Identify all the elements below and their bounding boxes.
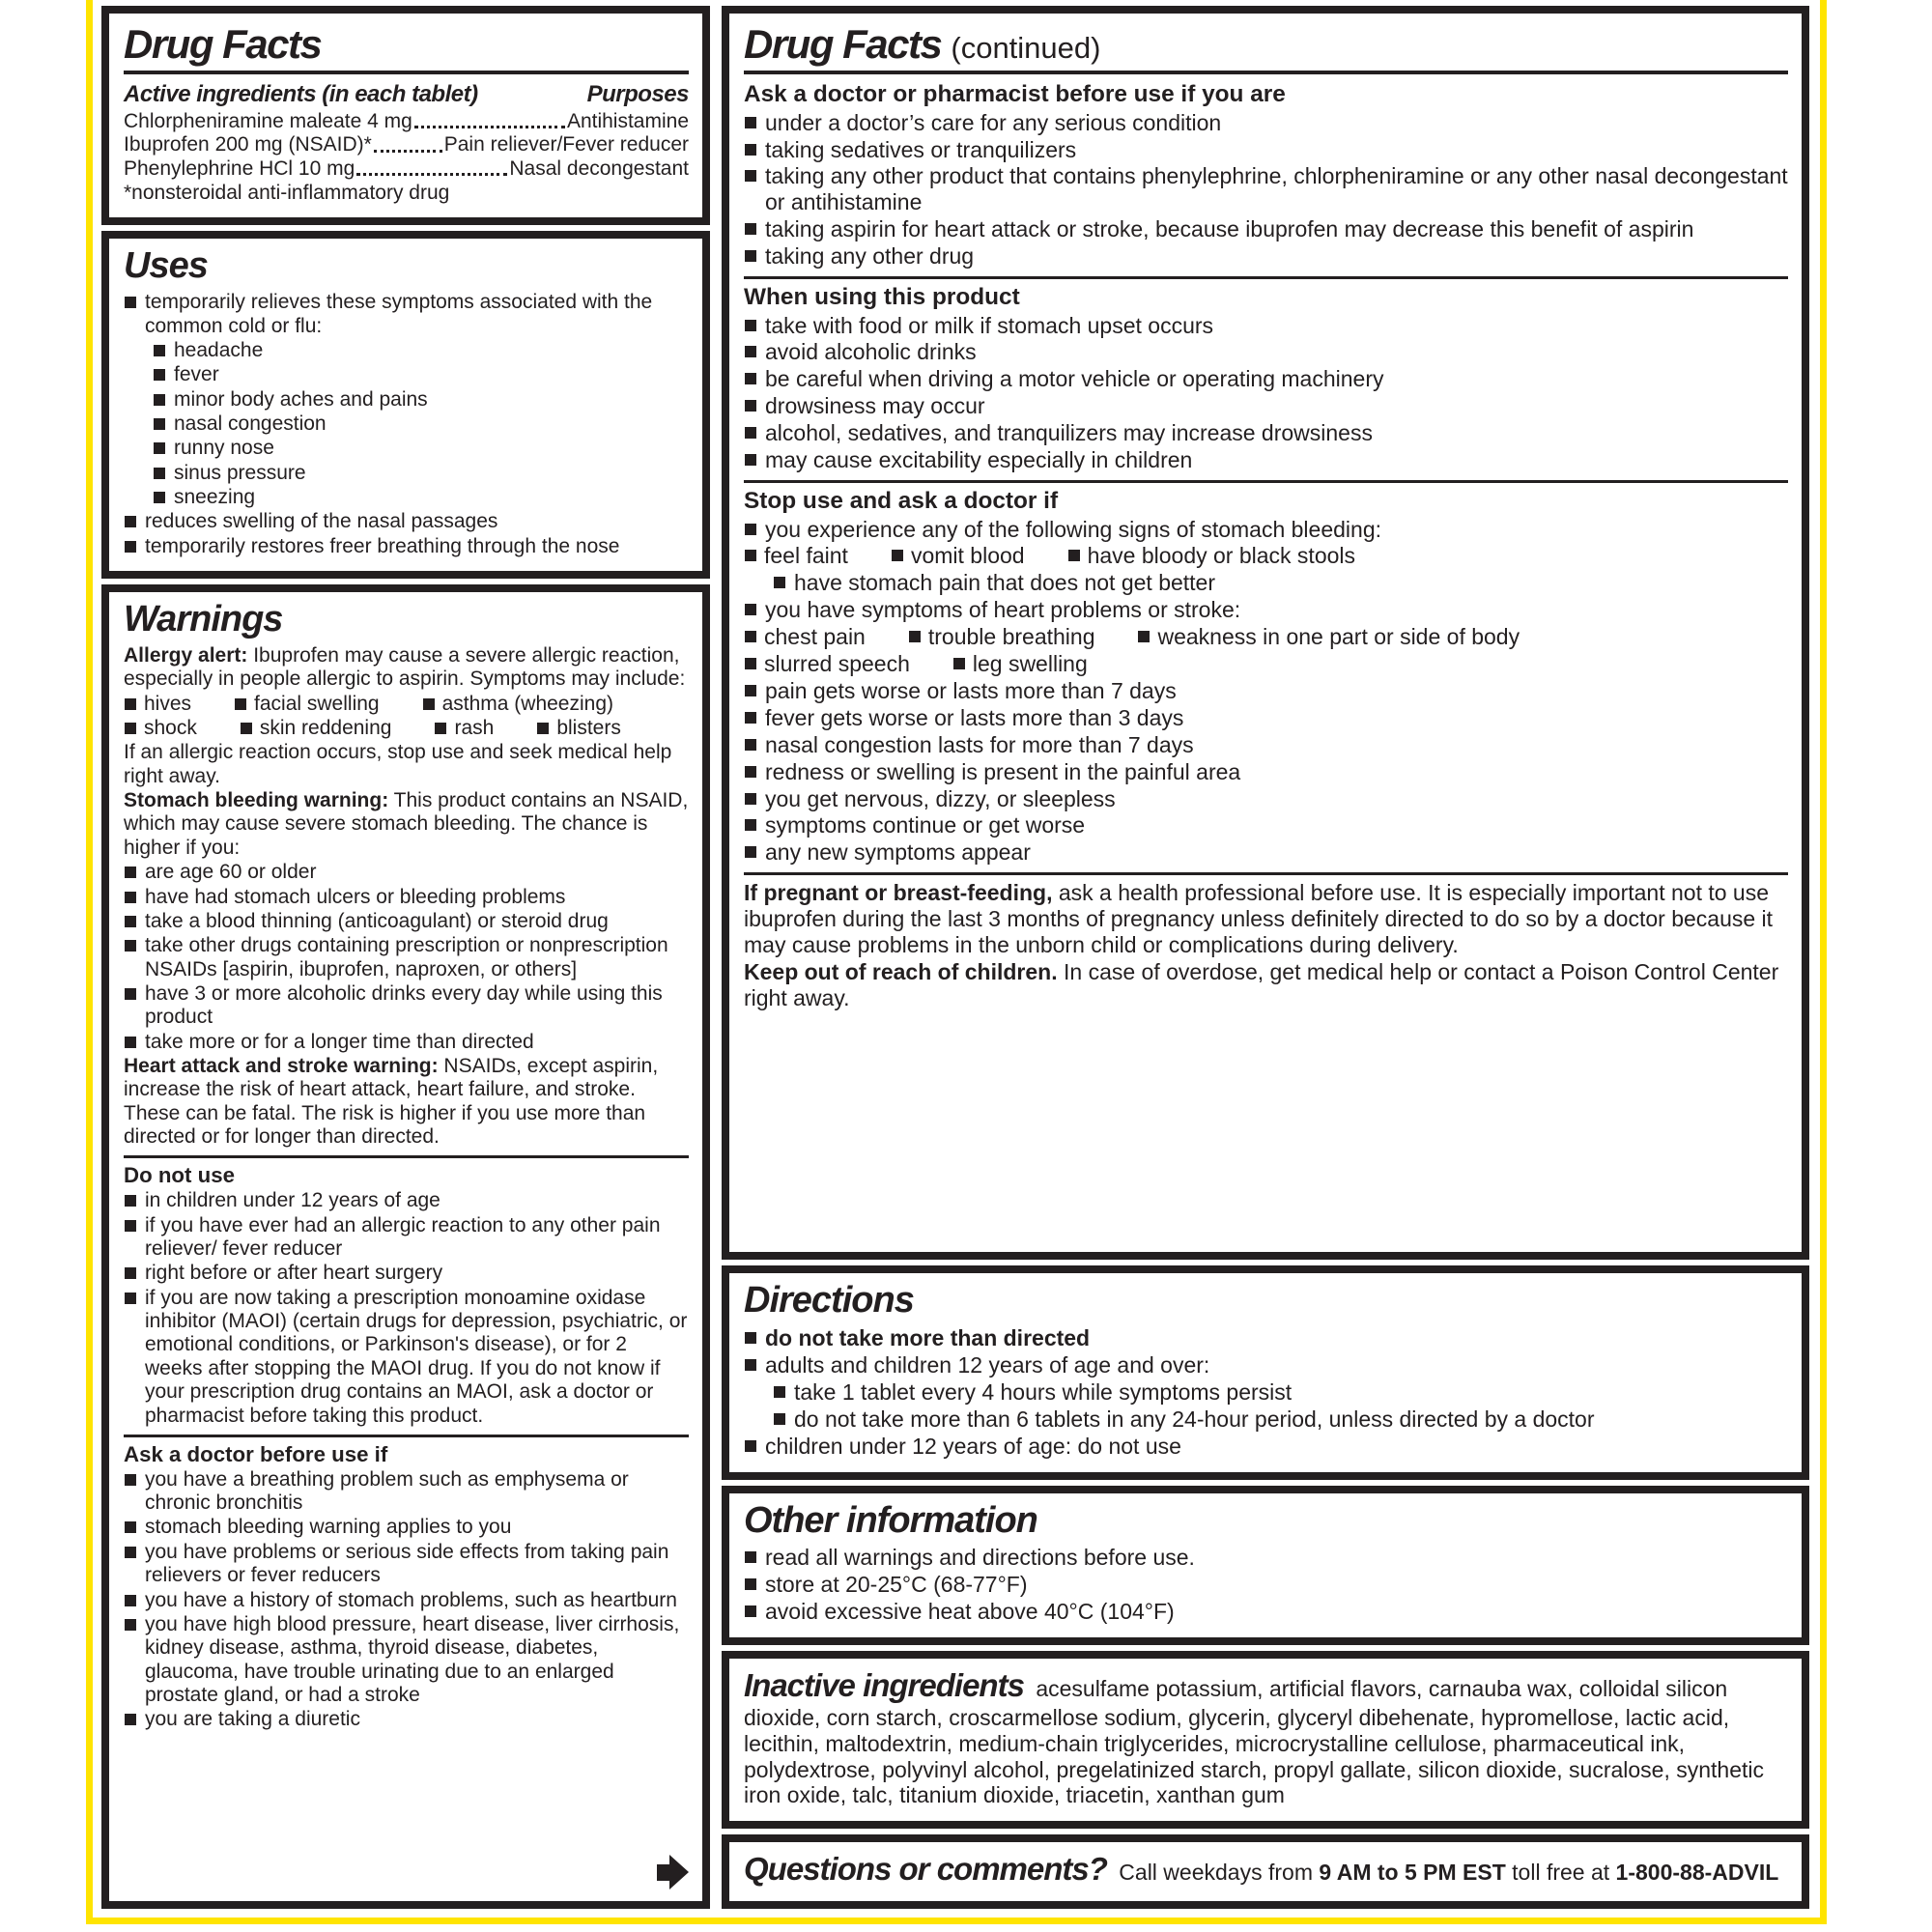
list-item <box>744 1545 1788 1571</box>
bullet-icon <box>154 369 165 381</box>
list-item-text: runny nose <box>174 437 274 460</box>
list-item <box>744 678 1788 704</box>
list-item <box>124 1516 689 1539</box>
bullet-icon <box>125 1474 136 1486</box>
bullet-icon <box>745 1551 756 1563</box>
list-item-text: take more or for a longer time than directed <box>145 1030 534 1053</box>
uses-heading: Uses <box>124 245 208 287</box>
list-item-text: fever <box>174 363 219 386</box>
bullet-icon <box>423 698 435 710</box>
bullet-icon <box>125 516 136 527</box>
active-ingredients-heading: Active ingredients (in each tablet) <box>124 81 478 108</box>
symptom-row <box>744 543 1788 569</box>
bullet-icon <box>125 297 136 308</box>
list-item <box>124 291 689 338</box>
list-item-text: feel faint <box>764 543 848 569</box>
list-item-text: temporarily relieves these symptoms associated with the common cold or flu: <box>145 291 653 337</box>
list-item-text: children under 12 years of age: do not use <box>765 1433 1181 1459</box>
bullet-icon <box>953 658 965 669</box>
list-item <box>744 366 1788 392</box>
bullet-icon <box>745 1332 756 1344</box>
list-item <box>744 243 1788 270</box>
bullet-icon <box>125 698 136 710</box>
bullet-icon <box>125 1521 136 1533</box>
bullet-icon <box>125 892 136 903</box>
bullet-icon <box>154 492 165 503</box>
ingredient-purpose: Nasal decongestant <box>509 156 689 180</box>
inactive-ingredients-heading: Inactive ingredients <box>744 1667 1024 1704</box>
bullet-icon <box>125 1595 136 1606</box>
bullet-icon <box>125 988 136 1000</box>
list-item <box>744 163 1788 215</box>
list-item-text: shock <box>144 716 197 739</box>
bullet-icon <box>745 739 756 751</box>
list-item <box>124 1031 689 1054</box>
list-item-text: taking sedatives or tranquilizers <box>765 136 1077 162</box>
ingredient-name: Phenylephrine HCl 10 mg <box>124 156 355 180</box>
bullet-icon <box>745 400 756 412</box>
list-item <box>153 363 689 386</box>
bullet-icon <box>125 1220 136 1232</box>
list-item-text: you have symptoms of heart problems or stroke: <box>765 597 1241 623</box>
symptom-row <box>124 717 689 740</box>
dotted-leader <box>356 173 507 176</box>
bullet-icon <box>745 1359 756 1371</box>
ingredient-name: Chlorpheniramine maleate 4 mg <box>124 109 412 132</box>
bullet-icon <box>241 723 252 734</box>
bullet-icon <box>774 1386 785 1398</box>
bullet-icon <box>154 442 165 454</box>
bullet-icon <box>745 320 756 331</box>
list-item <box>952 651 1088 677</box>
list-item <box>744 137 1788 163</box>
ingredient-row <box>124 110 689 133</box>
list-item-text: under a doctor’s care for any serious condition <box>765 109 1222 135</box>
list-item-text: sinus pressure <box>174 461 306 484</box>
ingredient-row <box>124 133 689 156</box>
list-item-text: rash <box>454 716 495 739</box>
list-item-text: may cause excitability especially in children <box>765 447 1193 473</box>
left-column <box>101 6 710 1909</box>
symptom-row <box>744 651 1788 677</box>
bullet-icon <box>125 940 136 952</box>
list-item-text: alcohol, sedatives, and tranquilizers may increase drowsiness <box>765 420 1373 446</box>
bullet-icon <box>125 1547 136 1558</box>
bullet-icon <box>745 550 756 561</box>
list-item <box>744 1325 1788 1351</box>
bullet-icon <box>235 698 246 710</box>
list-item <box>234 693 380 716</box>
bullet-icon <box>154 418 165 430</box>
keep-out-of-reach-warning <box>744 959 1788 1011</box>
bullet-icon <box>745 250 756 262</box>
pregnancy-warning-text: ask a health professional before use. It is especially important not to use ibuprofen during the last 3 months of pregnancy unless definitely directed to do so by a doctor because it may cause problems in the unborn child or complications during delivery. <box>744 880 1774 958</box>
list-item <box>124 934 689 981</box>
panel-warnings <box>101 584 710 1909</box>
bullet-icon <box>125 1293 136 1304</box>
bullet-icon <box>745 846 756 858</box>
panel-active-ingredients <box>101 6 710 225</box>
divider <box>744 872 1788 875</box>
list-item-text: take 1 tablet every 4 hours while symptoms persist <box>794 1378 1293 1405</box>
list-item <box>124 1214 689 1262</box>
list-item <box>124 1589 689 1612</box>
stomach-warning-text: This product contains an NSAID, which may cause severe stomach bleeding. The chance is higher if you: <box>124 789 689 859</box>
bullet-icon <box>745 117 756 128</box>
list-item-text: reduces swelling of the nasal passages <box>145 510 498 533</box>
list-item-text: are age 60 or older <box>145 861 317 884</box>
list-item-text: you have problems or serious side effects from taking pain relievers or fever reducers <box>145 1540 669 1587</box>
list-item <box>124 1262 689 1285</box>
list-item-text: nasal congestion lasts for more than 7 days <box>765 731 1194 757</box>
bullet-icon <box>745 1440 756 1452</box>
list-item <box>124 1708 689 1731</box>
stomach-bleeding-warning <box>124 789 689 860</box>
panel-directions <box>722 1265 1809 1479</box>
bullet-icon <box>125 1714 136 1725</box>
heart-attack-warning <box>124 1055 689 1149</box>
list-item-text: taking aspirin for heart attack or stroke, because ibuprofen may decrease this benefit of aspirin <box>765 216 1694 242</box>
symptom-row <box>124 693 689 716</box>
bullet-icon <box>125 1267 136 1279</box>
bullet-icon <box>745 1605 756 1617</box>
bullet-icon <box>125 1037 136 1048</box>
list-item-text: in children under 12 years of age <box>145 1189 440 1212</box>
list-item <box>124 1541 689 1588</box>
list-item-text: you are taking a diuretic <box>145 1708 360 1731</box>
list-item <box>124 910 689 933</box>
list-item <box>153 412 689 436</box>
bullet-icon <box>154 468 165 479</box>
bullet-icon <box>125 916 136 927</box>
list-item <box>744 339 1788 365</box>
list-item <box>124 1287 689 1428</box>
list-item-text: you experience any of the following signs of stomach bleeding: <box>765 516 1382 542</box>
bullet-icon <box>892 550 903 561</box>
list-item-text: temporarily restores freer breathing through the nose <box>145 534 620 557</box>
ingredient-purpose: Pain reliever/Fever reducer <box>443 133 689 156</box>
symptom-row <box>744 624 1788 650</box>
list-item <box>891 543 1025 569</box>
bullet-icon <box>909 631 921 642</box>
bullet-icon <box>1068 550 1080 561</box>
divider <box>744 71 1788 74</box>
bullet-icon <box>774 577 785 588</box>
list-item <box>124 982 689 1030</box>
inactive-ingredients <box>744 1667 1788 1808</box>
list-item-text: take other drugs containing prescription or nonprescription NSAIDs [aspirin, ibuprofen, naproxen, or others] <box>145 934 668 980</box>
list-item <box>124 693 191 716</box>
list-item <box>744 597 1788 623</box>
bullet-icon <box>745 427 756 439</box>
bullet-icon <box>154 394 165 406</box>
bullet-icon <box>125 541 136 553</box>
list-item <box>422 693 613 716</box>
list-item <box>744 705 1788 731</box>
questions-text-middle: toll free at <box>1505 1860 1616 1886</box>
list-item-text: drowsiness may occur <box>765 393 985 419</box>
bullet-icon <box>774 1413 785 1425</box>
list-item-text: nasal congestion <box>174 412 327 435</box>
list-item-text: read all warnings and directions before use. <box>765 1545 1195 1571</box>
list-item <box>773 570 1788 596</box>
list-item <box>744 839 1788 866</box>
list-item-text: symptoms continue or get worse <box>765 812 1086 838</box>
other-information-heading: Other information <box>744 1499 1037 1541</box>
list-item <box>744 517 1788 543</box>
list-item-text: blisters <box>556 716 621 739</box>
list-item <box>744 1434 1788 1460</box>
list-item <box>744 624 866 650</box>
list-item-text: avoid excessive heat above 40°C (104°F) <box>765 1599 1175 1625</box>
list-item <box>124 717 197 740</box>
ingredient-name: Ibuprofen 200 mg (NSAID)* <box>124 133 372 156</box>
bullet-icon <box>537 723 549 734</box>
active-ingredients-header <box>124 81 689 108</box>
list-item <box>124 1189 689 1212</box>
when-using-heading: When using this product <box>744 284 1020 311</box>
bullet-icon <box>745 346 756 357</box>
bullet-icon <box>745 524 756 535</box>
list-item-text: store at 20-25°C (68-77°F) <box>765 1572 1028 1598</box>
list-item <box>744 313 1788 339</box>
directions-heading: Directions <box>744 1280 914 1321</box>
list-item <box>744 543 848 569</box>
list-item-text: have had stomach ulcers or bleeding problems <box>145 885 566 908</box>
dotted-leader <box>414 126 565 128</box>
questions-heading: Questions or comments? <box>744 1851 1107 1888</box>
keep-out-label: Keep out of reach of children. <box>744 959 1058 985</box>
bullet-icon <box>745 766 756 778</box>
heart-warning-label: Heart attack and stroke warning: <box>124 1055 439 1078</box>
list-item <box>153 437 689 460</box>
panel-drug-facts-continued <box>722 6 1809 1260</box>
pregnancy-warning <box>744 880 1788 958</box>
list-item <box>124 1468 689 1516</box>
list-item-text: minor body aches and pains <box>174 387 428 411</box>
continued-arrow-icon <box>657 1855 689 1889</box>
list-item-text: redness or swelling is present in the painful area <box>765 758 1241 784</box>
list-item <box>744 759 1788 785</box>
list-item-text: weakness in one part or side of body <box>1157 624 1520 650</box>
list-item <box>744 812 1788 838</box>
list-item <box>744 447 1788 473</box>
list-item <box>744 1572 1788 1598</box>
right-column <box>722 6 1809 1909</box>
list-item <box>744 786 1788 812</box>
pregnancy-warning-label: If pregnant or breast-feeding, <box>744 880 1053 906</box>
questions-phone: 1-800-88-ADVIL <box>1615 1860 1779 1886</box>
list-item <box>536 717 621 740</box>
list-item-text: if you are now taking a prescription monoamine oxidase inhibitor (MAOI) (certain drugs for depression, psychiatric, or emotional conditions, or Parkinson's disease), or for 2 weeks after stopping the MAOI drug. If you do not know if your prescription drug contains an MAOI, ask a doctor or pharmacist before taking this product. <box>145 1286 688 1427</box>
purposes-heading: Purposes <box>586 81 689 108</box>
list-item-text: vomit blood <box>910 543 1025 569</box>
list-item-text: take with food or milk if stomach upset occurs <box>765 312 1214 338</box>
allergy-note: If an allergic reaction occurs, stop use and seek medical help right away. <box>124 741 672 787</box>
allergy-alert <box>124 644 689 692</box>
bullet-icon <box>125 723 136 734</box>
list-item <box>744 651 910 677</box>
list-item <box>240 717 392 740</box>
allergy-alert-text: Ibuprofen may cause a severe allergic reaction, especially in people allergic to aspirin. Symptoms may include: <box>124 643 686 691</box>
bullet-icon <box>435 723 446 734</box>
list-item <box>124 510 689 533</box>
list-item-text: right before or after heart surgery <box>145 1262 443 1285</box>
warnings-heading: Warnings <box>124 599 283 640</box>
bullet-icon <box>745 454 756 466</box>
bullet-icon <box>1138 631 1150 642</box>
list-item <box>1137 624 1520 650</box>
list-item <box>1067 543 1355 569</box>
list-item-text: have stomach pain that does not get better <box>794 570 1216 596</box>
list-item <box>744 1352 1788 1378</box>
bullet-icon <box>745 819 756 831</box>
stomach-warning-label: Stomach bleeding warning: <box>124 789 389 812</box>
panel-questions <box>722 1834 1809 1909</box>
list-item <box>434 717 494 740</box>
list-item <box>744 1599 1788 1625</box>
list-item <box>744 420 1788 446</box>
bullet-icon <box>745 170 756 182</box>
ingredient-row <box>124 157 689 181</box>
bullet-icon <box>745 658 756 669</box>
continued-label: (continued) <box>951 31 1101 65</box>
list-item-text: adults and children 12 years of age and over: <box>765 1352 1210 1378</box>
allergy-alert-label: Allergy alert: <box>124 643 248 667</box>
list-item-text: you have a breathing problem such as emphysema or chronic bronchitis <box>145 1467 629 1515</box>
list-item <box>124 861 689 884</box>
do-not-use-heading: Do not use <box>124 1163 235 1188</box>
bullet-icon <box>125 867 136 878</box>
divider <box>744 480 1788 483</box>
list-item <box>744 393 1788 419</box>
stop-use-heading: Stop use and ask a doctor if <box>744 488 1059 514</box>
bullet-icon <box>745 685 756 696</box>
list-item <box>744 110 1788 136</box>
bullet-icon <box>745 604 756 615</box>
panel-other-information <box>722 1486 1809 1646</box>
bullet-icon <box>125 1619 136 1631</box>
bullet-icon <box>745 144 756 156</box>
list-item-text: fever gets worse or lasts more than 3 days <box>765 704 1184 730</box>
list-item-text: you have high blood pressure, heart disease, liver cirrhosis, kidney disease, asthma, thyroid disease, diabetes, glaucoma, have trouble urinating due to an enlarged prostate gland, or had a stroke <box>145 1612 680 1706</box>
drug-facts-label <box>101 6 1809 1909</box>
questions-hours: 9 AM to 5 PM EST <box>1319 1860 1506 1886</box>
list-item <box>744 732 1788 758</box>
divider <box>124 1155 689 1158</box>
list-item-text: have bloody or black stools <box>1087 543 1356 569</box>
list-item <box>124 1613 689 1707</box>
divider <box>124 71 689 74</box>
bullet-icon <box>745 712 756 724</box>
questions-text-before: Call weekdays from <box>1112 1860 1320 1886</box>
questions-or-comments <box>744 1851 1788 1889</box>
list-item-text: taking any other product that contains phenylephrine, chlorpheniramine or any other nasal decongestant or antihistamine <box>765 163 1788 215</box>
list-item-text: slurred speech <box>764 651 910 677</box>
list-item-text: skin reddening <box>259 716 392 739</box>
list-item-text: stomach bleeding warning applies to you <box>145 1516 512 1539</box>
list-item-text: any new symptoms appear <box>765 839 1031 866</box>
list-item-text: sneezing <box>174 486 256 509</box>
list-item <box>124 886 689 909</box>
list-item-text: if you have ever had an allergic reaction to any other pain reliever/ fever reducer <box>145 1213 661 1260</box>
list-item <box>773 1406 1788 1433</box>
list-item <box>908 624 1095 650</box>
panel-uses <box>101 231 710 579</box>
bullet-icon <box>745 793 756 805</box>
bullet-icon <box>154 345 165 356</box>
list-item-text: you have a history of stomach problems, such as heartburn <box>145 1588 677 1611</box>
list-item <box>153 339 689 362</box>
list-item-text: facial swelling <box>254 692 380 715</box>
heart-warning-text: NSAIDs, except aspirin, increase the risk of heart attack, heart failure, and stroke. These can be fatal. The risk is higher if you use more than directed or for longer than directed. <box>124 1055 659 1149</box>
dotted-leader <box>374 150 442 153</box>
keep-out-text: In case of overdose, get medical help or contact a Poison Control Center right away. <box>744 959 1779 1010</box>
ingredient-purpose: Antihistamine <box>566 109 689 132</box>
list-item-text: asthma (wheezing) <box>441 692 614 715</box>
list-item-text: do not take more than 6 tablets in any 24-hour period, unless directed by a doctor <box>794 1406 1595 1432</box>
list-item-text: do not take more than directed <box>765 1325 1091 1351</box>
ask-doctor-heading: Ask a doctor before use if <box>124 1441 388 1466</box>
list-item-text: take a blood thinning (anticoagulant) or steroid drug <box>145 909 609 932</box>
list-item <box>744 216 1788 242</box>
list-item <box>153 486 689 509</box>
bullet-icon <box>745 373 756 384</box>
list-item-text: pain gets worse or lasts more than 7 days <box>765 677 1177 703</box>
list-item <box>124 535 689 558</box>
list-item <box>153 388 689 412</box>
list-item <box>153 462 689 485</box>
list-item-text: avoid alcoholic drinks <box>765 339 977 365</box>
inactive-ingredients-text: acesulfame potassium, artificial flavors, carnauba wax, colloidal silicon dioxide, corn starch, croscarmellose sodium, glycerin, glyceryl dibehenate, hypromellose, lactic acid, lecithin, maltodextrin, medium-chain triglycerides, microcrystalline cellulose, pharmaceutical ink, polydextrose, polyvinyl alcohol, pregelatinized starch, propyl gallate, silicon dioxide, sucralose, synthetic iron oxide, talc, titanium dioxide, triacetin, xanthan gum <box>744 1676 1765 1808</box>
list-item-text: you get nervous, dizzy, or sleepless <box>765 785 1116 811</box>
divider <box>744 276 1788 279</box>
list-item-text: be careful when driving a motor vehicle or operating machinery <box>765 366 1384 392</box>
bullet-icon <box>125 1195 136 1207</box>
bullet-icon <box>745 1578 756 1590</box>
ask-pharmacist-heading: Ask a doctor or pharmacist before use if you are <box>744 81 1286 108</box>
list-item-text: leg swelling <box>972 651 1088 677</box>
drug-facts-continued-title: Drug Facts (continued) <box>744 21 1101 67</box>
list-item-text: have 3 or more alcoholic drinks every day while using this product <box>145 981 663 1029</box>
list-item <box>773 1379 1788 1406</box>
panel-inactive-ingredients <box>722 1651 1809 1829</box>
list-item-text: hives <box>144 692 192 715</box>
list-item-text: taking any other drug <box>765 243 975 270</box>
list-item-text: headache <box>174 338 264 361</box>
list-item-text: chest pain <box>764 624 866 650</box>
nsaid-footnote: *nonsteroidal anti-inflammatory drug <box>124 182 450 204</box>
bullet-icon <box>745 631 756 642</box>
list-item-text: trouble breathing <box>927 624 1095 650</box>
bullet-icon <box>745 223 756 235</box>
divider <box>124 1435 689 1437</box>
drug-facts-title: Drug Facts <box>124 21 322 67</box>
